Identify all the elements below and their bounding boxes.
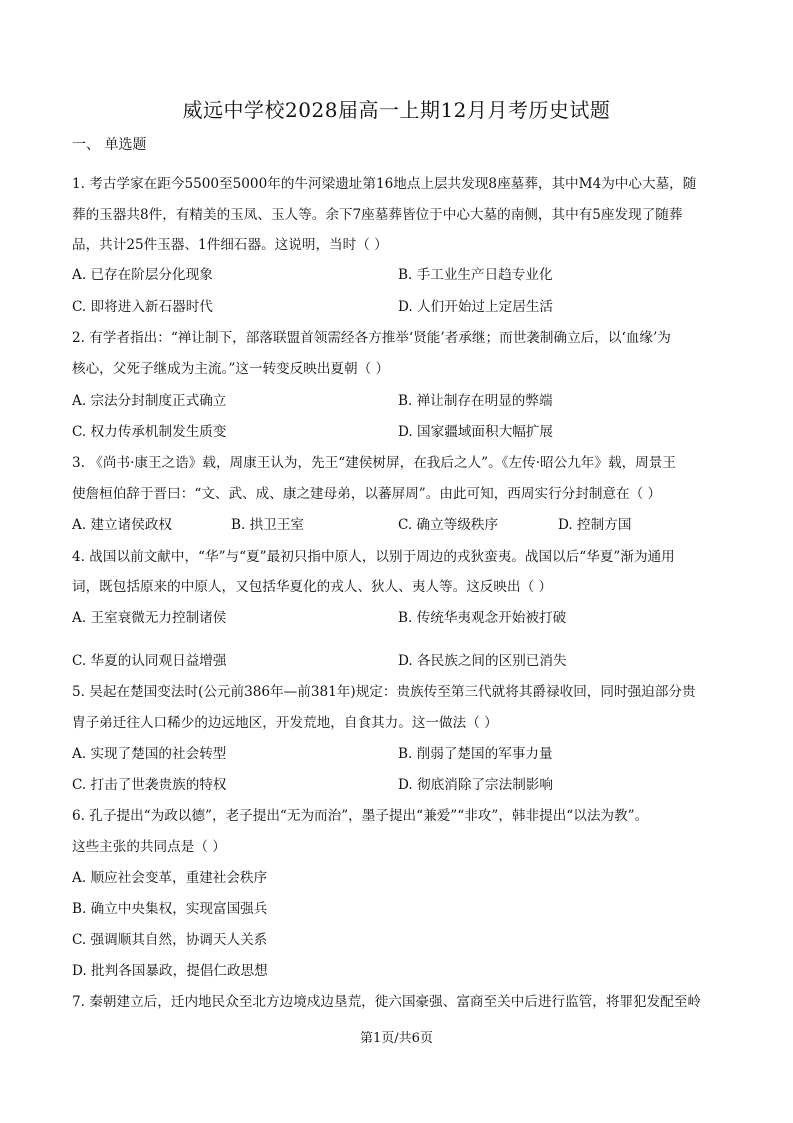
q3-option-a: A. 建立诸侯政权	[72, 517, 173, 533]
q6-line-1: 6. 孔子提出“为政以德”，老子提出“无为而治”，墨子提出“兼爱”“非攻”，韩非提出“以法为教”。	[72, 808, 649, 824]
q5-option-b: B. 削弱了楚国的军事力量	[398, 746, 553, 762]
q5-line-2: 胄子弟迁往人口稀少的边远地区，开发荒地，自食其力。这一做法（ ）	[72, 715, 498, 731]
q3-option-b: B. 拱卫王室	[231, 517, 305, 533]
page-footer: 第1页/共6页	[360, 1031, 433, 1046]
q1-line-1: 1. 考古学家在距今5500至5000年的牛河梁遗址第16地点上层共发现8座墓葬，其中M4为中心大墓，随	[72, 176, 697, 192]
q2-line-1: 2. 有学者指出：“禅让制下，部落联盟首领需经各方推举‘贤能’者承继；而世袭制确立后，以‘血缘’为	[72, 330, 671, 346]
q5-line-1: 5. 吴起在楚国变法时(公元前386年—前381年)规定：贵族传至第三代就将其爵禄收回，同时强迫部分贵	[72, 684, 696, 700]
q5-option-a: A. 实现了楚国的社会转型	[72, 746, 227, 762]
page-title: 威远中学校2028届高一上期12月月考历史试题	[182, 98, 611, 122]
q3-option-c: C. 确立等级秩序	[398, 517, 499, 533]
q1-line-2: 葬的玉器共8件，有精美的玉凤、玉人等。余下7座墓葬皆位于中心大墓的南侧，其中有5座发现了随葬	[72, 207, 683, 223]
q2-line-2: 核心，父死子继成为主流。”这一转变反映出夏朝（ ）	[72, 361, 390, 377]
q6-option-c: C. 强调顺其自然，协调天人关系	[72, 932, 268, 948]
q1-option-b: B. 手工业生产日趋专业化	[398, 267, 553, 283]
q3-option-d: D. 控制方国	[558, 517, 632, 533]
q2-option-a: A. 宗法分封制度正式确立	[72, 393, 227, 409]
q6-option-b: B. 确立中央集权，实现富国强兵	[72, 901, 268, 917]
q6-line-2: 这些主张的共同点是（ ）	[72, 839, 226, 855]
q1-option-c: C. 即将进入新石器时代	[72, 299, 213, 315]
q2-option-b: B. 禅让制存在明显的弊端	[398, 393, 553, 409]
q6-option-d: D. 批判各国暴政，提倡仁政思想	[72, 963, 268, 979]
q1-option-d: D. 人们开始过上定居生活	[398, 299, 553, 315]
q1-option-a: A. 已存在阶层分化现象	[72, 267, 213, 283]
q4-line-2: 词，既包括原来的中原人，又包括华夏化的戎人、狄人、夷人等。这反映出（ ）	[72, 579, 553, 595]
q6-option-a: A. 顺应社会变革，重建社会秩序	[72, 870, 268, 886]
q4-option-b: B. 传统华夷观念开始被打破	[398, 610, 567, 626]
q7-line-1: 7. 秦朝建立后，迁内地民众至北方边境戍边垦荒，徙六国豪强、富商至关中后进行监管，将罪犯发配至岭	[72, 994, 702, 1010]
q4-option-d: D. 各民族之间的区别已消失	[398, 653, 567, 669]
q4-option-a: A. 王室衰微无力控制诸侯	[72, 610, 227, 626]
q3-line-1: 3. 《尚书·康王之诰》载，周康王认为，先王“建侯树屏，在我后之人”。《左传·昭公九年》载，周景王	[72, 455, 676, 471]
q3-line-2: 使詹桓伯辞于晋曰：“文、武、成、康之建母弟，以蕃屏周”。由此可知，西周实行分封制意在（ ）	[72, 486, 662, 502]
q5-option-c: C. 打击了世袭贵族的特权	[72, 777, 227, 793]
q2-option-d: D. 国家疆域面积大幅扩展	[398, 424, 553, 440]
section-heading: 一、 单选题	[72, 137, 147, 153]
q5-option-d: D. 彻底消除了宗法制影响	[398, 777, 553, 793]
q4-line-1: 4. 战国以前文献中，“华”与“夏”最初只指中原人，以别于周边的戎狄蛮夷。战国以后“华夏”渐为通用	[72, 549, 675, 565]
q1-line-3: 品，共计25件玉器、1件细石器。这说明，当时（ ）	[72, 237, 388, 253]
q2-option-c: C. 权力传承机制发生质变	[72, 424, 227, 440]
q4-option-c: C. 华夏的认同观日益增强	[72, 653, 227, 669]
